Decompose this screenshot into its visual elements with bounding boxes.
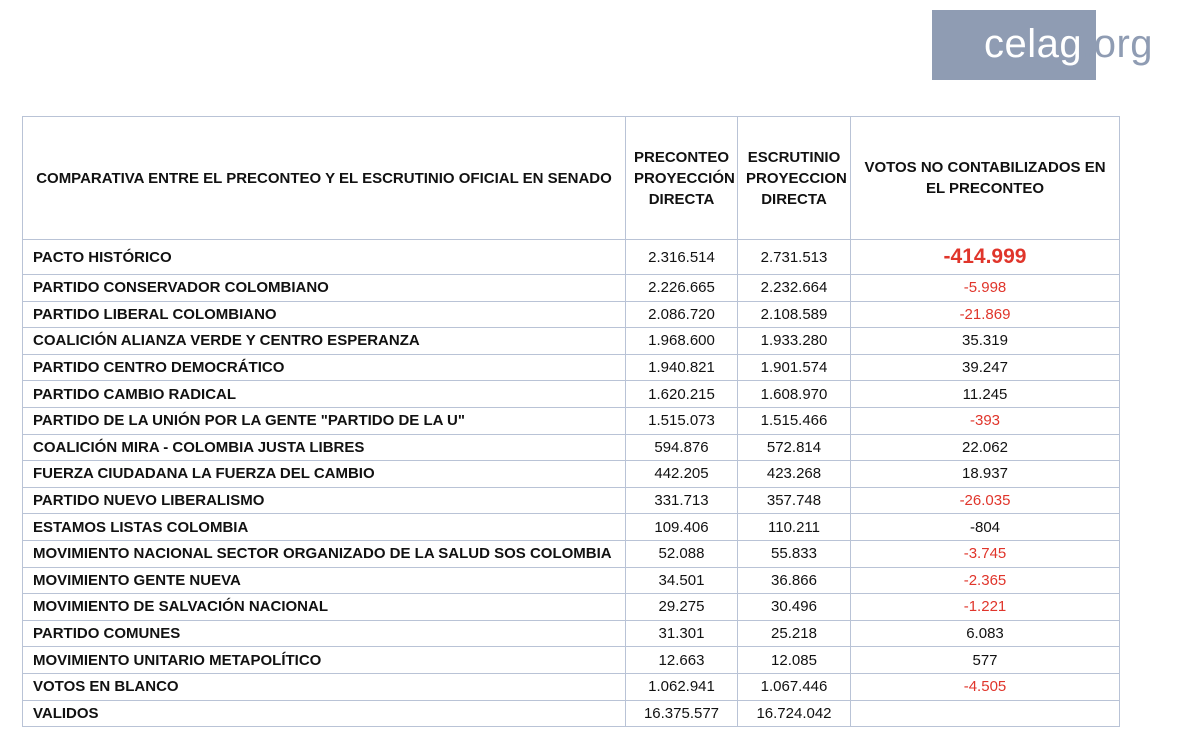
party-cell: MOVIMIENTO DE SALVACIÓN NACIONAL xyxy=(23,594,626,621)
escrutinio-cell: 110.211 xyxy=(738,514,851,541)
diff-cell: -21.869 xyxy=(851,301,1120,328)
party-cell: MOVIMIENTO UNITARIO METAPOLÍTICO xyxy=(23,647,626,674)
diff-cell: 11.245 xyxy=(851,381,1120,408)
escrutinio-cell: 2.731.513 xyxy=(738,240,851,275)
party-cell: VOTOS EN BLANCO xyxy=(23,673,626,700)
escrutinio-header: ESCRUTINIO PROYECCION DIRECTA xyxy=(738,117,851,240)
party-cell: FUERZA CIUDADANA LA FUERZA DEL CAMBIO xyxy=(23,461,626,488)
table-row xyxy=(23,594,1120,621)
table-row xyxy=(23,673,1120,700)
table-row xyxy=(23,461,1120,488)
diff-cell: -26.035 xyxy=(851,487,1120,514)
diff-cell: -3.745 xyxy=(851,540,1120,567)
table-row xyxy=(23,328,1120,355)
party-cell: PARTIDO COMUNES xyxy=(23,620,626,647)
party-cell: COALICIÓN MIRA - COLOMBIA JUSTA LIBRES xyxy=(23,434,626,461)
preconteo-cell: 1.515.073 xyxy=(626,407,738,434)
party-cell: PACTO HISTÓRICO xyxy=(23,240,626,275)
escrutinio-cell: 16.724.042 xyxy=(738,700,851,727)
table-row xyxy=(23,275,1120,302)
diff-cell: -2.365 xyxy=(851,567,1120,594)
preconteo-cell: 12.663 xyxy=(626,647,738,674)
table-body xyxy=(23,240,1120,727)
table-row xyxy=(23,381,1120,408)
preconteo-cell: 34.501 xyxy=(626,567,738,594)
escrutinio-cell: 55.833 xyxy=(738,540,851,567)
diff-cell: 577 xyxy=(851,647,1120,674)
escrutinio-cell: 423.268 xyxy=(738,461,851,488)
logo-main-text: celag xyxy=(984,22,1083,66)
preconteo-cell: 1.968.600 xyxy=(626,328,738,355)
logo-tld-text: .org xyxy=(1082,22,1154,66)
diff-cell: -1.221 xyxy=(851,594,1120,621)
diff-cell: -414.999 xyxy=(851,240,1120,275)
preconteo-cell: 331.713 xyxy=(626,487,738,514)
preconteo-header: PRECONTEO PROYECCIÓN DIRECTA xyxy=(626,117,738,240)
escrutinio-cell: 2.232.664 xyxy=(738,275,851,302)
table-row xyxy=(23,487,1120,514)
diff-cell: -4.505 xyxy=(851,673,1120,700)
diff-cell: 22.062 xyxy=(851,434,1120,461)
header-row xyxy=(23,117,1120,240)
preconteo-cell: 2.086.720 xyxy=(626,301,738,328)
diff-cell: 6.083 xyxy=(851,620,1120,647)
preconteo-cell: 31.301 xyxy=(626,620,738,647)
table-row xyxy=(23,240,1120,275)
diff-cell: 39.247 xyxy=(851,354,1120,381)
escrutinio-cell: 25.218 xyxy=(738,620,851,647)
celag-logo xyxy=(932,10,1172,80)
escrutinio-cell: 357.748 xyxy=(738,487,851,514)
party-cell: PARTIDO CAMBIO RADICAL xyxy=(23,381,626,408)
table-row xyxy=(23,301,1120,328)
escrutinio-cell: 12.085 xyxy=(738,647,851,674)
table-row xyxy=(23,620,1120,647)
table-row xyxy=(23,354,1120,381)
table-row xyxy=(23,647,1120,674)
preconteo-cell: 109.406 xyxy=(626,514,738,541)
escrutinio-cell: 2.108.589 xyxy=(738,301,851,328)
table-row xyxy=(23,407,1120,434)
preconteo-cell: 2.226.665 xyxy=(626,275,738,302)
party-cell: PARTIDO CONSERVADOR COLOMBIANO xyxy=(23,275,626,302)
party-cell: VALIDOS xyxy=(23,700,626,727)
results-table xyxy=(22,116,1120,727)
escrutinio-cell: 1.067.446 xyxy=(738,673,851,700)
party-cell: COALICIÓN ALIANZA VERDE Y CENTRO ESPERANZA xyxy=(23,328,626,355)
escrutinio-cell: 1.901.574 xyxy=(738,354,851,381)
diff-cell: -393 xyxy=(851,407,1120,434)
diff-cell: -5.998 xyxy=(851,275,1120,302)
preconteo-cell: 29.275 xyxy=(626,594,738,621)
preconteo-cell: 2.316.514 xyxy=(626,240,738,275)
escrutinio-cell: 1.515.466 xyxy=(738,407,851,434)
party-cell: PARTIDO NUEVO LIBERALISMO xyxy=(23,487,626,514)
diff-cell xyxy=(851,700,1120,727)
preconteo-cell: 1.620.215 xyxy=(626,381,738,408)
party-cell: ESTAMOS LISTAS COLOMBIA xyxy=(23,514,626,541)
diff-header: VOTOS NO CONTABILIZADOS EN EL PRECONTEO xyxy=(851,117,1120,240)
preconteo-cell: 16.375.577 xyxy=(626,700,738,727)
party-cell: PARTIDO LIBERAL COLOMBIANO xyxy=(23,301,626,328)
diff-cell: 18.937 xyxy=(851,461,1120,488)
escrutinio-cell: 36.866 xyxy=(738,567,851,594)
escrutinio-cell: 1.933.280 xyxy=(738,328,851,355)
preconteo-cell: 442.205 xyxy=(626,461,738,488)
preconteo-cell: 52.088 xyxy=(626,540,738,567)
party-cell: MOVIMIENTO NACIONAL SECTOR ORGANIZADO DE LA SALUD SOS COLOMBIA xyxy=(23,540,626,567)
table-row xyxy=(23,567,1120,594)
party-cell: PARTIDO DE LA UNIÓN POR LA GENTE "PARTIDO DE LA U" xyxy=(23,407,626,434)
diff-cell: -804 xyxy=(851,514,1120,541)
table-title-header: COMPARATIVA ENTRE EL PRECONTEO Y EL ESCRUTINIO OFICIAL EN SENADO xyxy=(23,117,626,240)
diff-cell: 35.319 xyxy=(851,328,1120,355)
escrutinio-cell: 30.496 xyxy=(738,594,851,621)
logo-text xyxy=(984,22,1153,66)
preconteo-cell: 1.940.821 xyxy=(626,354,738,381)
preconteo-cell: 594.876 xyxy=(626,434,738,461)
table-row xyxy=(23,434,1120,461)
escrutinio-cell: 572.814 xyxy=(738,434,851,461)
table-row xyxy=(23,700,1120,727)
escrutinio-cell: 1.608.970 xyxy=(738,381,851,408)
table-row xyxy=(23,540,1120,567)
preconteo-cell: 1.062.941 xyxy=(626,673,738,700)
party-cell: MOVIMIENTO GENTE NUEVA xyxy=(23,567,626,594)
party-cell: PARTIDO CENTRO DEMOCRÁTICO xyxy=(23,354,626,381)
table-row xyxy=(23,514,1120,541)
